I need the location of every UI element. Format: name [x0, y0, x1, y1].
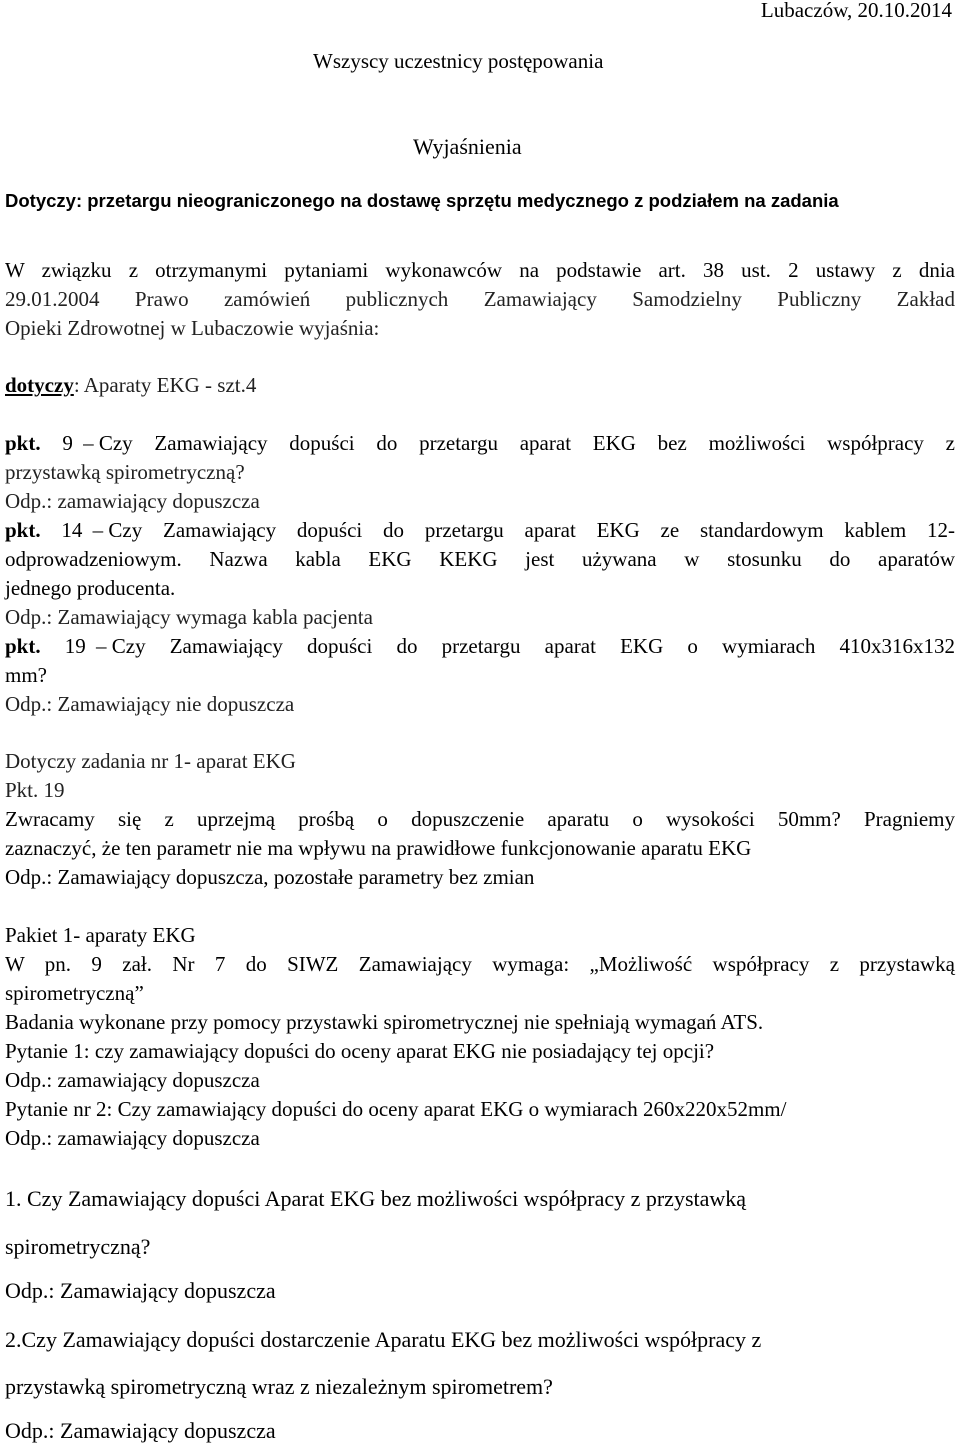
package-answer-2: Odp.: zamawiający dopuszcza	[5, 1126, 260, 1150]
final-question-1-line-2: spirometryczną?	[5, 1234, 151, 1259]
package-heading: Pakiet 1- aparaty EKG	[5, 923, 196, 947]
task-line-2: zaznaczyć, że ten parametr nie ma wpływu na prawidłowe funkcjonowanie aparatu EKG	[5, 836, 752, 860]
intro-line-1: W związku z otrzymanymi pytaniami wykonawców na podstawie art. 38 ust. 2 ustawy z dnia	[5, 258, 955, 282]
question-19-line-1: pkt. 19 – Czy Zamawiający dopuści do przetargu aparat EKG o wymiarach 410x316x132	[5, 632, 955, 661]
answer-14: Odp.: Zamawiający wymaga kabla pacjenta	[5, 605, 373, 629]
intro-line-2: 29.01.2004 Prawo zamówień publicznych Zamawiający Samodzielny Publiczny Zakład	[5, 287, 955, 311]
dash-separator: –	[82, 518, 109, 542]
final-answer-2: Odp.: Zamawiający dopuszcza	[5, 1418, 276, 1443]
subject-line: Dotyczy: przetargu nieograniczonego na dostawę sprzętu medycznego z podziałem na zadania	[5, 190, 839, 211]
question-14-line-1: pkt. 14 – Czy Zamawiający dopuści do przetargu aparat EKG ze standardowym kablem 12-	[5, 516, 955, 545]
package-line-3: Badania wykonane przy pomocy przystawki spirometrycznej nie spełniają wymagań ATS.	[5, 1010, 764, 1034]
recipients: Wszyscy uczestnicy postępowania	[313, 49, 604, 73]
task-answer: Odp.: Zamawiający dopuszcza, pozostałe parametry bez zmian	[5, 865, 535, 889]
question-9-line-1: pkt. 9 – Czy Zamawiający dopuści do przetargu aparat EKG bez możliwości współpracy z	[5, 429, 955, 458]
final-question-2-line-1: 2.Czy Zamawiający dopuści dostarczenie Aparatu EKG bez możliwości współpracy z	[5, 1327, 762, 1352]
task-heading: Dotyczy zadania nr 1- aparat EKG	[5, 749, 296, 773]
package-line-2: spirometryczną”	[5, 981, 144, 1005]
final-question-2-line-2: przystawką spirometryczną wraz z niezależnym spirometrem?	[5, 1374, 553, 1399]
package-answer-1: Odp.: zamawiający dopuszcza	[5, 1068, 260, 1092]
section-label-suffix: : Aparaty EKG - szt.4	[73, 373, 257, 397]
question-14-line-2: odprowadzeniowym. Nazwa kabla EKG KEKG jest używana w stosunku do aparatów	[5, 547, 955, 571]
question-14-line-3: jednego producenta.	[5, 576, 176, 600]
question-9-line-2: przystawką spirometryczną?	[5, 460, 245, 484]
place-date: Lubaczów, 20.10.2014	[760, 0, 952, 22]
package-question-2: Pytanie nr 2: Czy zamawiający dopuści do oceny aparat EKG o wymiarach 260x220x52mm/	[5, 1097, 787, 1121]
dash-separator: –	[72, 431, 99, 455]
question-19-line-2: mm?	[5, 663, 47, 687]
section-heading	[5, 371, 256, 400]
final-answer-1: Odp.: Zamawiający dopuszcza	[5, 1278, 276, 1303]
package-line-1: W pn. 9 zał. Nr 7 do SIWZ Zamawiający wymaga: „Możliwość współpracy z przystawką	[5, 952, 955, 976]
document-title: Wyjaśnienia	[413, 134, 522, 159]
dash-separator: –	[85, 634, 112, 658]
answer-19: Odp.: Zamawiający nie dopuszcza	[5, 692, 295, 716]
task-pkt: Pkt. 19	[5, 778, 65, 802]
intro-line-3: Opieki Zdrowotnej w Lubaczowie wyjaśnia:	[5, 316, 380, 340]
answer-9: Odp.: zamawiający dopuszcza	[5, 489, 260, 513]
section-label: dotyczy	[5, 373, 74, 397]
final-question-1-line-1: 1. Czy Zamawiający dopuści Aparat EKG bez możliwości współpracy z przystawką	[5, 1186, 747, 1211]
task-line-1: Zwracamy się z uprzejmą prośbą o dopuszczenie aparatu o wysokości 50mm? Pragniemy	[5, 807, 955, 831]
package-question-1: Pytanie 1: czy zamawiający dopuści do oceny aparat EKG nie posiadający tej opcji?	[5, 1039, 715, 1063]
